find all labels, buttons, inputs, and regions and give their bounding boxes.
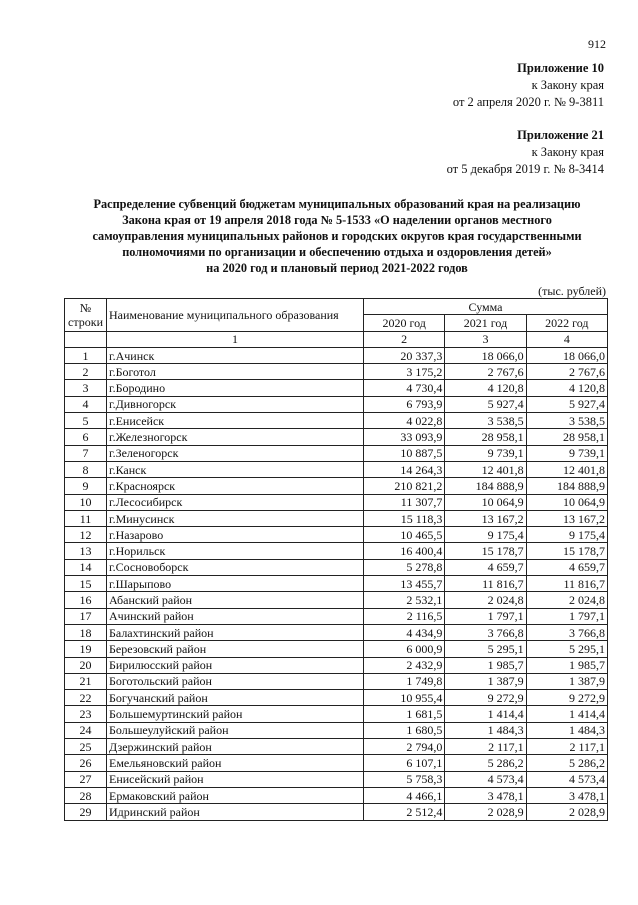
- amount-2021: 2 024,8: [445, 592, 526, 608]
- row-number: 15: [65, 576, 107, 592]
- table-row: [65, 771, 608, 787]
- amount-2022: 3 478,1: [526, 787, 607, 803]
- municipality-name: Большемуртинский район: [107, 706, 364, 722]
- appendix-21-line2: от 5 декабря 2019 г. № 8-3414: [446, 162, 604, 176]
- municipality-name: г.Боготол: [107, 364, 364, 380]
- amount-2022: 28 958,1: [526, 429, 607, 445]
- amount-2022: 2 028,9: [526, 804, 607, 820]
- amount-2021: 4 659,7: [445, 559, 526, 575]
- amount-2022: 3 766,8: [526, 624, 607, 640]
- amount-2020: 6 000,9: [364, 641, 445, 657]
- table-row: [65, 673, 608, 689]
- amount-2022: 12 401,8: [526, 461, 607, 477]
- document-title-line: полномочиями по организации и обеспечению отдыха и оздоровления детей»: [122, 245, 552, 259]
- row-number: 17: [65, 608, 107, 624]
- table-row: [65, 413, 608, 429]
- amount-2022: 9 175,4: [526, 527, 607, 543]
- amount-2021: 3 766,8: [445, 624, 526, 640]
- municipality-name: г.Бородино: [107, 380, 364, 396]
- appendix-21-line1: к Закону края: [531, 145, 604, 159]
- amount-2020: 210 821,2: [364, 478, 445, 494]
- column-number: 3: [445, 331, 526, 347]
- amount-2020: 14 264,3: [364, 461, 445, 477]
- table-row: [65, 722, 608, 738]
- amount-2021: 12 401,8: [445, 461, 526, 477]
- table-row: [65, 445, 608, 461]
- amount-2021: 10 064,9: [445, 494, 526, 510]
- amount-2021: 28 958,1: [445, 429, 526, 445]
- amount-2022: 11 816,7: [526, 576, 607, 592]
- amount-2020: 6 793,9: [364, 396, 445, 412]
- amount-2021: 1 797,1: [445, 608, 526, 624]
- amount-2020: 4 730,4: [364, 380, 445, 396]
- amount-2021: 184 888,9: [445, 478, 526, 494]
- table-row: [65, 755, 608, 771]
- amount-2022: 13 167,2: [526, 510, 607, 526]
- column-number: 2: [364, 331, 445, 347]
- amount-2022: 5 286,2: [526, 755, 607, 771]
- amount-2021: 4 573,4: [445, 771, 526, 787]
- row-number: 9: [65, 478, 107, 494]
- municipality-name: г.Лесосибирск: [107, 494, 364, 510]
- row-number: 16: [65, 592, 107, 608]
- amount-2020: 33 093,9: [364, 429, 445, 445]
- amount-2020: 2 512,4: [364, 804, 445, 820]
- table-row: [65, 478, 608, 494]
- header-year-2022: 2022 год: [526, 315, 607, 331]
- table-row: [65, 592, 608, 608]
- table-body: [65, 347, 608, 820]
- amount-2020: 6 107,1: [364, 755, 445, 771]
- municipality-name: Абанский район: [107, 592, 364, 608]
- document-title-line: Распределение субвенций бюджетам муниципальных образований края на реализацию: [93, 197, 581, 211]
- page-number: 912: [588, 37, 606, 51]
- document-title-line: самоуправления муниципальных районов и городских округов края государственными: [92, 229, 582, 243]
- amount-2021: 1 484,3: [445, 722, 526, 738]
- amount-2020: 4 466,1: [364, 787, 445, 803]
- municipality-name: Боготольский район: [107, 673, 364, 689]
- table-row: [65, 804, 608, 820]
- row-number: 10: [65, 494, 107, 510]
- amount-2021: 9 272,9: [445, 690, 526, 706]
- row-number: 19: [65, 641, 107, 657]
- municipality-name: г.Железногорск: [107, 429, 364, 445]
- row-number: 5: [65, 413, 107, 429]
- table-row: [65, 624, 608, 640]
- header-name: Наименование муниципального образования: [107, 299, 364, 332]
- table-row: [65, 559, 608, 575]
- appendix-10-line2: от 2 апреля 2020 г. № 9-3811: [452, 95, 604, 109]
- document-title-line: на 2020 год и плановый период 2021-2022 годов: [206, 261, 468, 275]
- amount-2020: 1 680,5: [364, 722, 445, 738]
- amount-2021: 18 066,0: [445, 347, 526, 363]
- amount-2021: 3 478,1: [445, 787, 526, 803]
- row-number: 8: [65, 461, 107, 477]
- amount-2021: 2 028,9: [445, 804, 526, 820]
- table-row: [65, 347, 608, 363]
- amount-2022: 4 573,4: [526, 771, 607, 787]
- appendix-10-block: [453, 60, 604, 111]
- amount-2022: 9 272,9: [526, 690, 607, 706]
- municipality-name: Ачинский район: [107, 608, 364, 624]
- row-number: 26: [65, 755, 107, 771]
- amount-2021: 15 178,7: [445, 543, 526, 559]
- amount-2020: 20 337,3: [364, 347, 445, 363]
- row-number: 2: [65, 364, 107, 380]
- amount-2020: 4 434,9: [364, 624, 445, 640]
- municipality-name: Бирилюсский район: [107, 657, 364, 673]
- table-row: [65, 706, 608, 722]
- amount-2022: 5 295,1: [526, 641, 607, 657]
- amount-2021: 13 167,2: [445, 510, 526, 526]
- municipality-name: г.Ачинск: [107, 347, 364, 363]
- table-row: [65, 461, 608, 477]
- amount-2022: 3 538,5: [526, 413, 607, 429]
- amount-2021: 1 414,4: [445, 706, 526, 722]
- column-number: [65, 331, 107, 347]
- row-number: 6: [65, 429, 107, 445]
- municipality-name: Емельяновский район: [107, 755, 364, 771]
- municipality-name: Ермаковский район: [107, 787, 364, 803]
- municipality-name: Енисейский район: [107, 771, 364, 787]
- table-row: [65, 739, 608, 755]
- amount-2020: 10 465,5: [364, 527, 445, 543]
- amount-2020: 1 681,5: [364, 706, 445, 722]
- amount-2020: 2 794,0: [364, 739, 445, 755]
- amount-2022: 1 484,3: [526, 722, 607, 738]
- table-row: [65, 543, 608, 559]
- units-label: (тыс. рублей): [538, 284, 606, 298]
- row-number: 28: [65, 787, 107, 803]
- amount-2022: 184 888,9: [526, 478, 607, 494]
- amount-2022: 9 739,1: [526, 445, 607, 461]
- amount-2021: 1 985,7: [445, 657, 526, 673]
- table-row: [65, 396, 608, 412]
- amount-2021: 3 538,5: [445, 413, 526, 429]
- document-title: [40, 196, 634, 276]
- amount-2021: 2 767,6: [445, 364, 526, 380]
- header-row-number: № строки: [65, 299, 107, 332]
- municipality-name: г.Зеленогорск: [107, 445, 364, 461]
- amount-2022: 2 024,8: [526, 592, 607, 608]
- municipality-name: Идринский район: [107, 804, 364, 820]
- appendix-10-line1: к Закону края: [531, 78, 604, 92]
- amount-2021: 9 175,4: [445, 527, 526, 543]
- amount-2020: 10 887,5: [364, 445, 445, 461]
- municipality-name: г.Дивногорск: [107, 396, 364, 412]
- amount-2022: 18 066,0: [526, 347, 607, 363]
- municipality-name: Дзержинский район: [107, 739, 364, 755]
- municipality-name: г.Сосновоборск: [107, 559, 364, 575]
- amount-2020: 10 955,4: [364, 690, 445, 706]
- header-year-2021: 2021 год: [445, 315, 526, 331]
- amount-2020: 5 758,3: [364, 771, 445, 787]
- row-number: 12: [65, 527, 107, 543]
- row-number: 3: [65, 380, 107, 396]
- municipality-name: г.Минусинск: [107, 510, 364, 526]
- amount-2022: 1 985,7: [526, 657, 607, 673]
- appendix-21-block: [447, 127, 604, 178]
- row-number: 11: [65, 510, 107, 526]
- row-number: 1: [65, 347, 107, 363]
- amount-2022: 5 927,4: [526, 396, 607, 412]
- table-row: [65, 527, 608, 543]
- row-number: 21: [65, 673, 107, 689]
- amount-2021: 5 286,2: [445, 755, 526, 771]
- amount-2020: 3 175,2: [364, 364, 445, 380]
- row-number: 27: [65, 771, 107, 787]
- amount-2022: 10 064,9: [526, 494, 607, 510]
- table-row: [65, 787, 608, 803]
- municipality-name: г.Назарово: [107, 527, 364, 543]
- municipality-name: г.Шарыпово: [107, 576, 364, 592]
- row-number: 4: [65, 396, 107, 412]
- table-row: [65, 576, 608, 592]
- table-row: [65, 364, 608, 380]
- row-number: 24: [65, 722, 107, 738]
- amount-2020: 15 118,3: [364, 510, 445, 526]
- amount-2021: 1 387,9: [445, 673, 526, 689]
- appendix-10-title: Приложение 10: [517, 61, 604, 75]
- row-number: 25: [65, 739, 107, 755]
- amount-2022: 1 414,4: [526, 706, 607, 722]
- municipality-name: г.Красноярск: [107, 478, 364, 494]
- amount-2020: 2 432,9: [364, 657, 445, 673]
- amount-2020: 4 022,8: [364, 413, 445, 429]
- amount-2020: 16 400,4: [364, 543, 445, 559]
- row-number: 18: [65, 624, 107, 640]
- amount-2021: 11 816,7: [445, 576, 526, 592]
- table-row: [65, 608, 608, 624]
- header-sum: Сумма: [364, 299, 608, 315]
- amount-2020: 13 455,7: [364, 576, 445, 592]
- amount-2022: 4 659,7: [526, 559, 607, 575]
- table-row: [65, 510, 608, 526]
- amount-2020: 11 307,7: [364, 494, 445, 510]
- amount-2022: 2 767,6: [526, 364, 607, 380]
- row-number: 29: [65, 804, 107, 820]
- table-row: [65, 641, 608, 657]
- row-number: 7: [65, 445, 107, 461]
- amount-2021: 5 927,4: [445, 396, 526, 412]
- municipality-name: г.Норильск: [107, 543, 364, 559]
- municipality-name: Березовский район: [107, 641, 364, 657]
- amount-2022: 1 387,9: [526, 673, 607, 689]
- municipality-name: г.Енисейск: [107, 413, 364, 429]
- amount-2022: 4 120,8: [526, 380, 607, 396]
- municipality-name: Большеулуйский район: [107, 722, 364, 738]
- table-row: [65, 657, 608, 673]
- row-number: 13: [65, 543, 107, 559]
- amount-2022: 2 117,1: [526, 739, 607, 755]
- subsidy-table: [64, 298, 608, 821]
- amount-2022: 15 178,7: [526, 543, 607, 559]
- amount-2020: 5 278,8: [364, 559, 445, 575]
- row-number: 14: [65, 559, 107, 575]
- document-title-line: Закона края от 19 апреля 2018 года № 5-1533 «О наделении органов местного: [122, 213, 552, 227]
- row-number: 20: [65, 657, 107, 673]
- amount-2021: 2 117,1: [445, 739, 526, 755]
- amount-2021: 9 739,1: [445, 445, 526, 461]
- row-number: 22: [65, 690, 107, 706]
- appendix-21-title: Приложение 21: [517, 128, 604, 142]
- amount-2020: 2 532,1: [364, 592, 445, 608]
- municipality-name: Балахтинский район: [107, 624, 364, 640]
- amount-2022: 1 797,1: [526, 608, 607, 624]
- amount-2020: 2 116,5: [364, 608, 445, 624]
- column-number: 1: [107, 331, 364, 347]
- table-row: [65, 690, 608, 706]
- amount-2021: 5 295,1: [445, 641, 526, 657]
- amount-2020: 1 749,8: [364, 673, 445, 689]
- municipality-name: г.Канск: [107, 461, 364, 477]
- header-year-2020: 2020 год: [364, 315, 445, 331]
- row-number: 23: [65, 706, 107, 722]
- municipality-name: Богучанский район: [107, 690, 364, 706]
- table-row: [65, 429, 608, 445]
- amount-2021: 4 120,8: [445, 380, 526, 396]
- table-row: [65, 380, 608, 396]
- column-number: 4: [526, 331, 607, 347]
- table-row: [65, 494, 608, 510]
